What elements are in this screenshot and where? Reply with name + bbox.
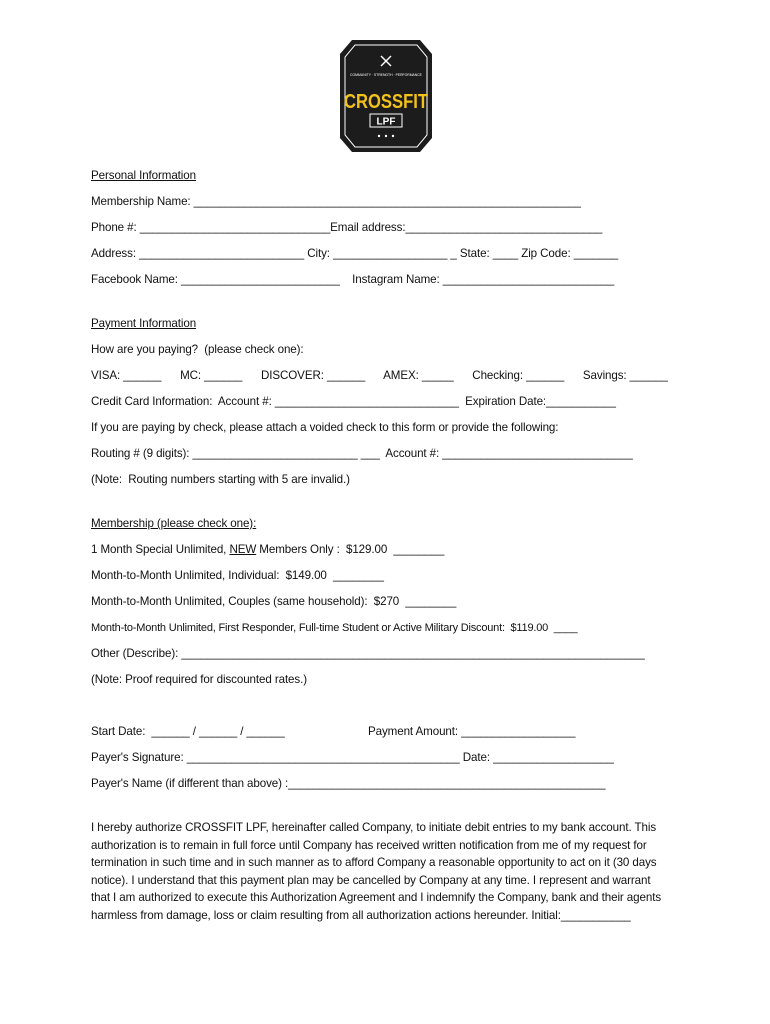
option1-new: NEW: [229, 543, 257, 556]
option1-text-a: 1 Month Special Unlimited,: [91, 543, 230, 556]
payer-name-field[interactable]: Payer's Name (if different than above) :__________________________________________________: [91, 777, 606, 790]
check-instructions: If you are paying by check, please attach a voided check to this form or provide the following:: [91, 421, 559, 434]
phone-email-field[interactable]: Phone #: ______________________________Email address:_______________________________: [91, 221, 603, 234]
address-field[interactable]: Address: __________________________ City: __________________ _ State: ____ Zip Code: _______: [91, 247, 619, 260]
payment-amount-field[interactable]: Payment Amount: __________________: [368, 725, 576, 738]
membership-option-1[interactable]: [91, 543, 444, 557]
payment-info-heading: Payment Information: [91, 317, 197, 330]
payment-method-options[interactable]: VISA: ______ MC: ______ DISCOVER: ______ AMEX: _____ Checking: ______ Savings: ______: [91, 369, 668, 382]
card-info-field[interactable]: Credit Card Information: Account #: _____________________________ Expiration Date:___________: [91, 395, 616, 408]
personal-info-heading: Personal Information: [91, 169, 196, 182]
how-paying-label: How are you paying? (please check one):: [91, 343, 304, 356]
membership-option-2[interactable]: Month-to-Month Unlimited, Individual: $149.00 ________: [91, 569, 384, 582]
logo-sub: LPF: [376, 116, 396, 128]
routing-field[interactable]: Routing # (9 digits): __________________________ ___ Account #: ______________________________: [91, 447, 633, 460]
membership-name-field[interactable]: Membership Name: _____________________________________________________________: [91, 195, 581, 208]
social-field[interactable]: Facebook Name: _________________________ Instagram Name: ___________________________: [91, 273, 615, 286]
proof-note: (Note: Proof required for discounted rates.): [91, 673, 307, 686]
logo-brand: CROSSFIT: [344, 91, 428, 113]
membership-option-3[interactable]: Month-to-Month Unlimited, Couples (same household): $270 ________: [91, 595, 457, 608]
logo-tagline: COMMUNITY · STRENGTH · PERFORMANCE: [350, 73, 422, 77]
authorization-paragraph: I hereby authorize CROSSFIT LPF, hereinafter called Company, to initiate debit entries to my bank account. This authorization is to remain in full force until Company has received written notification from me of my request for termination in such time and in such manner as to afford Company a reasonable opportunity to act on it (30 days notice). I understand that this payment plan may be cancelled by Company at any time. I represent and warrant that I am authorized to execute this Authorization Agreement and I indemnify the Company, bank and their agents harmless from damage, loss or claim resulting from all authorization actions hereunder. Initial:___________: [91, 821, 662, 922]
start-date-field[interactable]: Start Date: ______ / ______ / ______: [91, 725, 285, 738]
crossfit-lpf-logo: [340, 40, 432, 152]
option1-text-b: Members Only : $129.00 ________: [256, 543, 445, 556]
other-field[interactable]: Other (Describe): _________________________________________________________________________: [91, 647, 645, 660]
payer-signature-field[interactable]: Payer's Signature: ___________________________________________ Date: ___________________: [91, 751, 614, 764]
routing-note: (Note: Routing numbers starting with 5 are invalid.): [91, 473, 350, 486]
membership-heading: Membership (please check one):: [91, 517, 257, 530]
membership-option-4[interactable]: Month-to-Month Unlimited, First Responder, Full-time Student or Active Military Discount: $119.00 ____: [91, 622, 578, 634]
